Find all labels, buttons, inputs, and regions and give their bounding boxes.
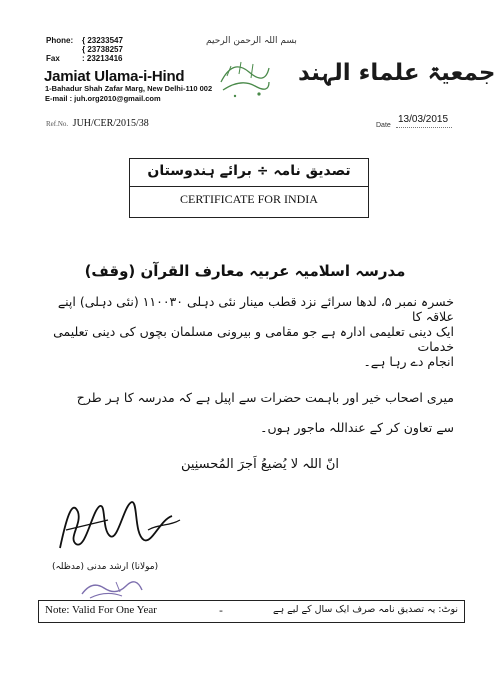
certificate-title-urdu: تصدیق نامہ ÷ برائے ہندوستان	[147, 163, 351, 179]
body-line-1: خسرہ نمبر ۵، لدھا سرائے نزد قطب مینار نئی دہلی ۱۱۰۰۳۰ (نئی دہلی) اپنے علاقہ کا	[57, 294, 454, 324]
phone-row-2	[46, 45, 123, 54]
validity-note-english: Note: Valid For One Year	[45, 604, 157, 616]
body-line-5: سے تعاون کر کے عنداللہ ماجور ہوں۔	[260, 420, 454, 435]
madrasa-name: مدرسہ اسلامیہ عربیہ معارف القرآن (وقف)	[84, 262, 406, 280]
phone-number-1: { 23233547	[82, 36, 123, 45]
date-label: Date	[376, 122, 391, 129]
bismillah-text: بسم اللہ الرحمن الرحیم	[206, 36, 297, 46]
purple-stamp-icon	[76, 578, 146, 600]
validity-note-box	[38, 600, 465, 623]
signatory-name: (مولانا) ارشد مدنی (مدظلہ)	[52, 562, 159, 572]
reference-value: JUH/CER/2015/38	[72, 118, 149, 129]
calligraphy-seal-icon	[215, 52, 273, 102]
organization-name: Jamiat Ulama-i-Hind	[44, 68, 185, 85]
body-line-4: میری اصحاب خیر اور باہمت حضرات سے اپیل ہے کہ مدرسہ کا ہر طرح	[76, 390, 454, 405]
body-line-3: انجام دے رہا ہے۔	[363, 354, 454, 369]
certificate-title-box	[129, 158, 369, 218]
reference-number	[46, 118, 149, 129]
validity-note-urdu: نوٹ: یہ تصدیق نامہ صرف ایک سال کے لیے ہے	[273, 604, 458, 615]
fax-row	[46, 54, 123, 63]
contact-block	[46, 36, 123, 63]
organization-address: 1-Bahadur Shah Zafar Marg, New Delhi-110 002	[45, 84, 213, 93]
organization-email: E-mail : juh.org2010@gmail.com	[45, 94, 161, 103]
date-underline	[396, 127, 452, 128]
date-value: 13/03/2015	[398, 114, 449, 125]
phone-label: Phone:	[46, 36, 74, 45]
reference-prefix: Ref.No.	[46, 120, 69, 128]
phone-row	[46, 36, 123, 45]
body-line-2: ایک دینی تعلیمی ادارہ ہے جو مقامی و بیرونی مسلمان بچوں کی دینی تعلیمی خدمات	[53, 324, 454, 354]
handwritten-signature-icon	[48, 490, 198, 560]
quranic-blessing: انّ اللہ لا یُضیعُ اَجرَ المُحسنِین	[180, 457, 340, 472]
note-separator: -	[219, 604, 223, 617]
title-divider	[130, 186, 368, 187]
fax-label: Fax	[46, 54, 60, 63]
fax-number: : 23213416	[82, 54, 123, 63]
organization-logo-urdu: جمعیۃ علماء الہند	[298, 60, 496, 86]
certificate-title-english: CERTIFICATE FOR INDIA	[180, 192, 318, 206]
phone-number-2: { 23738257	[82, 45, 123, 54]
